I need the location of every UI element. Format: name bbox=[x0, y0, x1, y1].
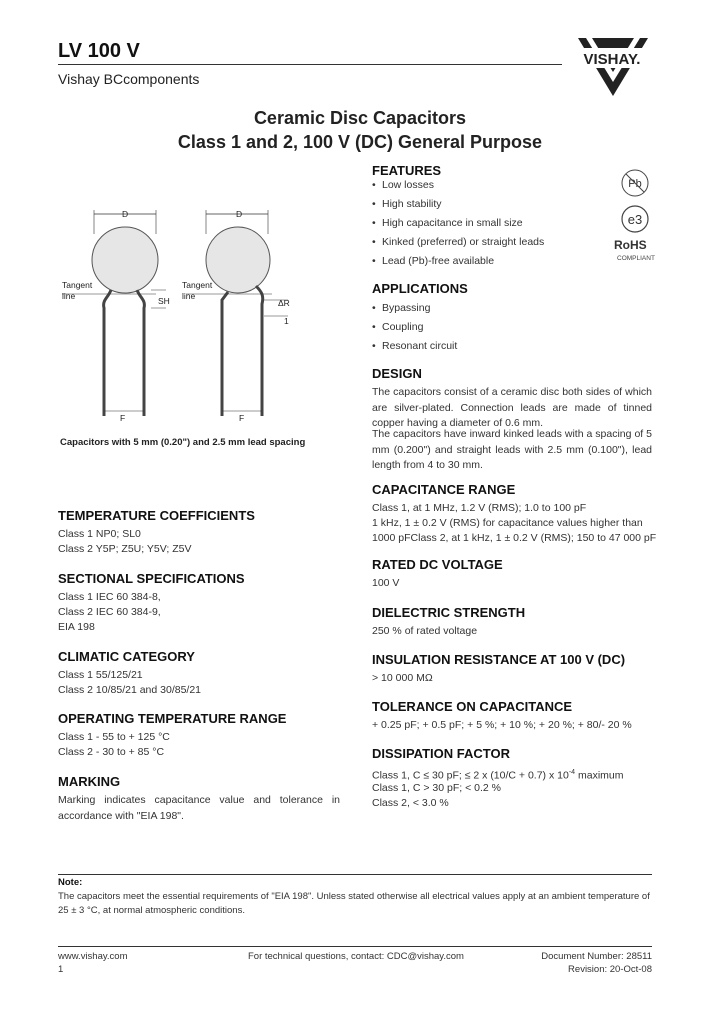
features-list bbox=[372, 176, 544, 271]
list-item: • Bypassing bbox=[372, 302, 431, 314]
manufacturer-name: Vishay BCcomponents bbox=[58, 71, 200, 87]
op-temp-line: Class 2 - 30 to + 85 °C bbox=[58, 746, 165, 758]
rated-voltage-value: 100 V bbox=[372, 577, 400, 589]
tolerance-heading: TOLERANCE ON CAPACITANCE bbox=[372, 699, 573, 714]
list-item: • High stability bbox=[372, 198, 442, 210]
footer-contact[interactable]: For technical questions, contact: CDC@vishay.com bbox=[248, 951, 464, 962]
label-tangent-right: Tangent bbox=[182, 280, 213, 290]
sectional-spec-heading: SECTIONAL SPECIFICATIONS bbox=[58, 571, 245, 586]
op-temp-heading: OPERATING TEMPERATURE RANGE bbox=[58, 711, 287, 726]
marking-heading: MARKING bbox=[58, 774, 121, 789]
design-heading: DESIGN bbox=[372, 366, 422, 381]
label-tangent-left: Tangent bbox=[62, 280, 93, 290]
label-f-left: F bbox=[120, 413, 126, 423]
cap-range-line: Class 1, at 1 MHz, 1.2 V (RMS); 1.0 to 100 pF bbox=[372, 502, 587, 514]
rohs-compliant-label: COMPLIANT bbox=[617, 255, 655, 262]
applications-list bbox=[372, 299, 457, 356]
figure-caption: Capacitors with 5 mm (0.20") and 2.5 mm lead spacing bbox=[60, 437, 306, 448]
sectional-spec-line: Class 1 IEC 60 384-8, bbox=[58, 591, 161, 603]
temp-coeff-line: Class 2 Y5P; Z5U; Y5V; Z5V bbox=[58, 543, 192, 555]
label-line-left: line bbox=[62, 291, 76, 301]
list-item: • Coupling bbox=[372, 321, 424, 333]
lead-free-icon bbox=[620, 168, 650, 198]
header-rule bbox=[58, 64, 562, 65]
temp-coeff-line: Class 1 NP0; SL0 bbox=[58, 528, 141, 540]
dissipation-line-3: Class 2, < 3.0 % bbox=[372, 797, 449, 809]
sectional-spec-line: EIA 198 bbox=[58, 621, 95, 633]
cap-range-line: 1 kHz, 1 ± 0.2 V (RMS) for capacitance values higher than bbox=[372, 517, 643, 529]
list-item: • Resonant circuit bbox=[372, 340, 458, 352]
page-title-line1: Ceramic Disc Capacitors bbox=[253, 108, 467, 128]
footer-rule bbox=[58, 946, 652, 947]
vishay-logo bbox=[564, 26, 660, 98]
label-d-right: D bbox=[236, 209, 243, 219]
label-line-right: line bbox=[182, 291, 196, 301]
footer-revision: Revision: 20-Oct-08 bbox=[568, 964, 652, 975]
e3-icon bbox=[620, 204, 650, 234]
label-d-left: D bbox=[122, 209, 129, 219]
note-heading: Note: bbox=[58, 877, 83, 888]
label-one: 1 bbox=[284, 316, 289, 326]
dissipation-line-1: Class 1, C ≤ 30 pF; ≤ 2 x (10/C + 0.7) x $10^{-4}$ maximum bbox=[372, 769, 624, 782]
dissipation-heading: DISSIPATION FACTOR bbox=[372, 746, 510, 761]
logo-text: VISHAY. bbox=[583, 51, 641, 68]
label-delta-r: ΔR bbox=[278, 298, 290, 308]
design-text-2: The capacitors have inward kinked leads with a spacing of 5 mm (0.200") and straight leads with 2.5 mm (0.100"), lead length from 4 to 30 mm. bbox=[372, 428, 652, 471]
dielectric-value: 250 % of rated voltage bbox=[372, 625, 478, 637]
part-number: LV 100 V bbox=[58, 40, 140, 62]
list-item: • Low losses bbox=[372, 179, 434, 191]
tolerance-value: + 0.25 pF; + 0.5 pF; + 5 %; + 10 %; + 20 %; + 80/- 20 % bbox=[372, 719, 632, 731]
rated-voltage-heading: RATED DC VOLTAGE bbox=[372, 557, 503, 572]
label-f-right: F bbox=[239, 413, 245, 423]
footer-page-number: 1 bbox=[58, 964, 64, 975]
dielectric-heading: DIELECTRIC STRENGTH bbox=[372, 605, 526, 620]
footer-doc-number: Document Number: 28511 bbox=[541, 951, 652, 962]
page-title-line2: Class 1 and 2, 100 V (DC) General Purpose bbox=[177, 132, 543, 152]
features-heading: FEATURES bbox=[372, 163, 442, 178]
note-text: The capacitors meet the essential requirements of "EIA 198". Unless stated otherwise all electrical values apply at an ambient temperature of 25 ± 3 °C, at normal atmospheric conditions. bbox=[58, 891, 650, 916]
design-text-1: The capacitors consist of a ceramic disc both sides of which are silver-plated. Connection leads are made of tinned copper having a diameter of 0.6 mm. bbox=[372, 386, 652, 429]
sectional-spec-line: Class 2 IEC 60 384-9, bbox=[58, 606, 161, 618]
climatic-heading: CLIMATIC CATEGORY bbox=[58, 649, 195, 664]
temp-coeff-heading: TEMPERATURE COEFFICIENTS bbox=[58, 508, 255, 523]
climatic-line: Class 1 55/125/21 bbox=[58, 669, 143, 681]
label-sh: SH bbox=[158, 296, 170, 306]
kinked-lead-capacitor bbox=[62, 209, 170, 423]
insulation-heading: INSULATION RESISTANCE AT 100 V (DC) bbox=[372, 652, 626, 667]
marking-text: Marking indicates capacitance value and tolerance in accordance with "EIA 198". bbox=[58, 794, 340, 822]
cap-range-line: 1000 pFClass 2, at 1 kHz, 1 ± 0.2 V (RMS); 150 to 47 000 pF bbox=[372, 532, 657, 544]
footer-website[interactable]: www.vishay.com bbox=[58, 951, 128, 962]
list-item: • High capacitance in small size bbox=[372, 217, 523, 229]
insulation-value: > 10 000 MΩ bbox=[372, 672, 433, 684]
rohs-label: RoHS bbox=[614, 238, 647, 252]
applications-heading: APPLICATIONS bbox=[372, 281, 468, 296]
svg-text:e3: e3 bbox=[627, 212, 643, 227]
list-item: • Kinked (preferred) or straight leads bbox=[372, 236, 545, 248]
svg-text:Pb: Pb bbox=[628, 178, 642, 190]
list-item: • Lead (Pb)-free available bbox=[372, 255, 495, 267]
straight-lead-capacitor bbox=[182, 209, 290, 423]
climatic-line: Class 2 10/85/21 and 30/85/21 bbox=[58, 684, 202, 696]
cap-range-heading: CAPACITANCE RANGE bbox=[372, 482, 516, 497]
dissipation-line-2: Class 1, C > 30 pF; < 0.2 % bbox=[372, 782, 501, 794]
dimension-drawing bbox=[56, 204, 306, 424]
note-rule bbox=[58, 874, 652, 875]
op-temp-line: Class 1 - 55 to + 125 °C bbox=[58, 731, 170, 743]
